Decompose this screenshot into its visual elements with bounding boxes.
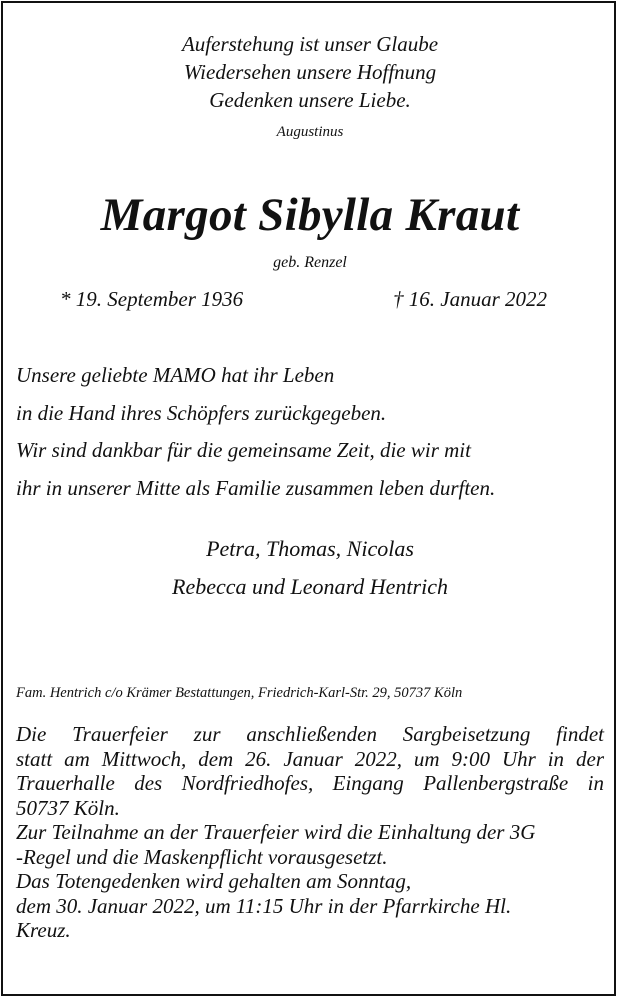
details-line: Kreuz. [16, 918, 71, 942]
epigraph-line: Wiedersehen unsere Hoffnung [183, 60, 437, 84]
deceased-name: Margot Sibylla Kraut [100, 189, 520, 241]
details-line: statt am Mittwoch, dem 26. Januar 2022, um 9:00 Uhr in der [16, 746, 604, 771]
maiden-name: geb. Renzel [273, 254, 347, 271]
mourners-line: Rebecca und Leonard Hentrich [172, 573, 448, 599]
details-line: Das Totengedenken wird gehalten am Sonntag, [16, 869, 412, 893]
funeral-details [16, 722, 604, 943]
details-line: Die Trauerfeier zur anschließenden Sargbeisetzung findet [16, 722, 604, 746]
epigraph-author: Augustinus [276, 124, 344, 140]
details-line: -Regel und die Maskenpflicht vorausgesetzt. [16, 844, 388, 869]
message-line: Wir sind dankbar für die gemeinsame Zeit, die wir mit [16, 438, 471, 462]
details-line: dem 30. Januar 2022, um 11:15 Uhr in der Pfarrkirche Hl. [16, 893, 512, 918]
epigraph-line: Auferstehung ist unser Glaube [181, 32, 439, 56]
contact-address: Fam. Hentrich c/o Krämer Bestattungen, Friedrich-Karl-Str. 29, 50737 Köln [16, 685, 463, 701]
details-line: 50737 Köln. [16, 795, 120, 820]
message-line: ihr in unserer Mitte als Familie zusammen leben durften. [16, 475, 496, 500]
message-line: Unsere geliebte MAMO hat ihr Leben [16, 363, 335, 387]
mourners-line: Petra, Thomas, Nicolas [206, 536, 414, 561]
epigraph [0, 30, 620, 114]
message-line: in die Hand ihres Schöpfers zurückgegeben. [16, 400, 387, 425]
mourners [0, 530, 620, 605]
memorial-message [16, 357, 495, 507]
details-line: Trauerhalle des Nordfriedhofes, Eingang Pallenbergstraße in [16, 771, 604, 795]
birth-date: * 19. September 1936 [60, 287, 244, 311]
death-date: † 16. Januar 2022 [393, 287, 547, 311]
details-line: Zur Teilnahme an der Trauerfeier wird die Einhaltung der 3G [16, 820, 536, 844]
epigraph-line: Gedenken unsere Liebe. [209, 88, 411, 112]
